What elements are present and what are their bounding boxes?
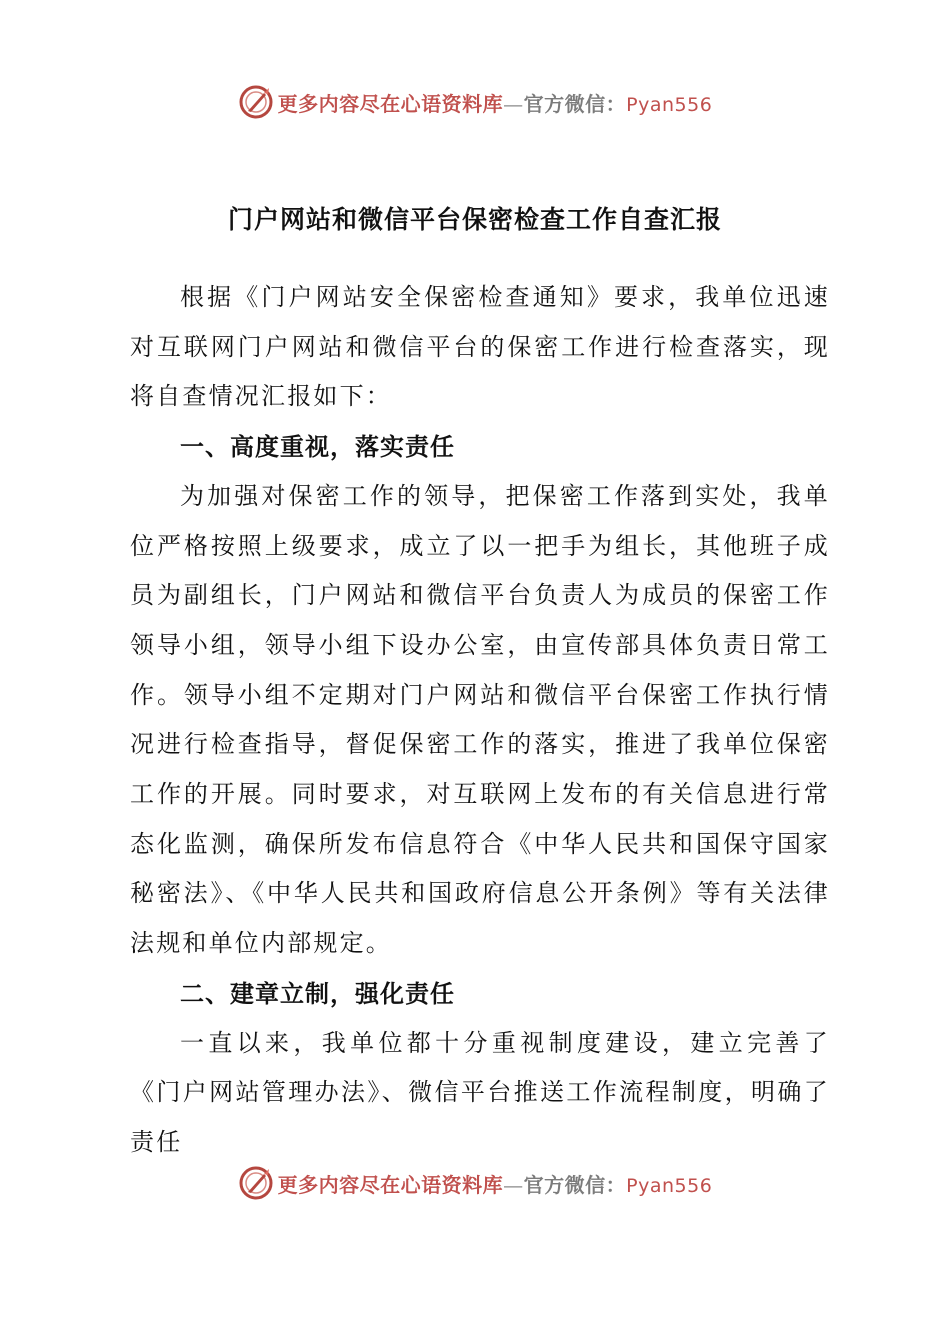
document-body bbox=[130, 273, 830, 1168]
banner-text bbox=[278, 88, 713, 117]
banner-wechat-id: Pyan556 bbox=[626, 1174, 713, 1197]
section-2-paragraph: 一直以来，我单位都十分重视制度建设，建立完善了《门户网站管理办法》、微信平台推送工作流程制度，明确了责任 bbox=[130, 1028, 830, 1156]
banner-dash: — bbox=[503, 91, 524, 116]
banner-dash: — bbox=[503, 1172, 524, 1197]
footer-banner bbox=[0, 1163, 950, 1203]
banner-text bbox=[278, 1169, 713, 1198]
banner-brand-text: 更多内容尽在心语资料库 bbox=[277, 91, 504, 116]
quill-pen-logo-icon bbox=[238, 1165, 274, 1201]
section-1-paragraph: 为加强对保密工作的领导，把保密工作落到实处，我单位严格按照上级要求，成立了以一把手为组长，其他班子成员为副组长，门户网站和微信平台负责人为成员的保密工作领导小组，领导小组下设办公室，由宣传部具体负责日常工作。领导小组不定期对门户网站和微信平台保密工作执行情况进行检查指导，督促保密工作的落实，推进了我单位保密工作的开展。同时要求，对互联网上发布的有关信息进行常态化监测，确保所发布信息符合《中华人民共和国保守国家秘密法》、《中华人民共和国政府信息公开条例》等有关法律法规和单位内部规定。 bbox=[130, 481, 830, 958]
header-banner bbox=[0, 82, 950, 122]
section-2-heading: 二、建章立制，强化责任 bbox=[180, 978, 455, 1008]
intro-paragraph: 根据《门户网站安全保密检查通知》要求，我单位迅速对互联网门户网站和微信平台的保密工作进行检查落实，现将自查情况汇报如下： bbox=[130, 283, 830, 411]
document-title: 门户网站和微信平台保密检查工作自查汇报 bbox=[227, 205, 722, 234]
banner-brand-text: 更多内容尽在心语资料库 bbox=[277, 1172, 504, 1197]
section-1-heading: 一、高度重视，落实责任 bbox=[180, 432, 455, 462]
quill-pen-logo-icon bbox=[238, 84, 274, 120]
banner-wechat-id: Pyan556 bbox=[626, 93, 713, 116]
banner-official-label: 官方微信： bbox=[523, 91, 627, 116]
banner-official-label: 官方微信： bbox=[523, 1172, 627, 1197]
